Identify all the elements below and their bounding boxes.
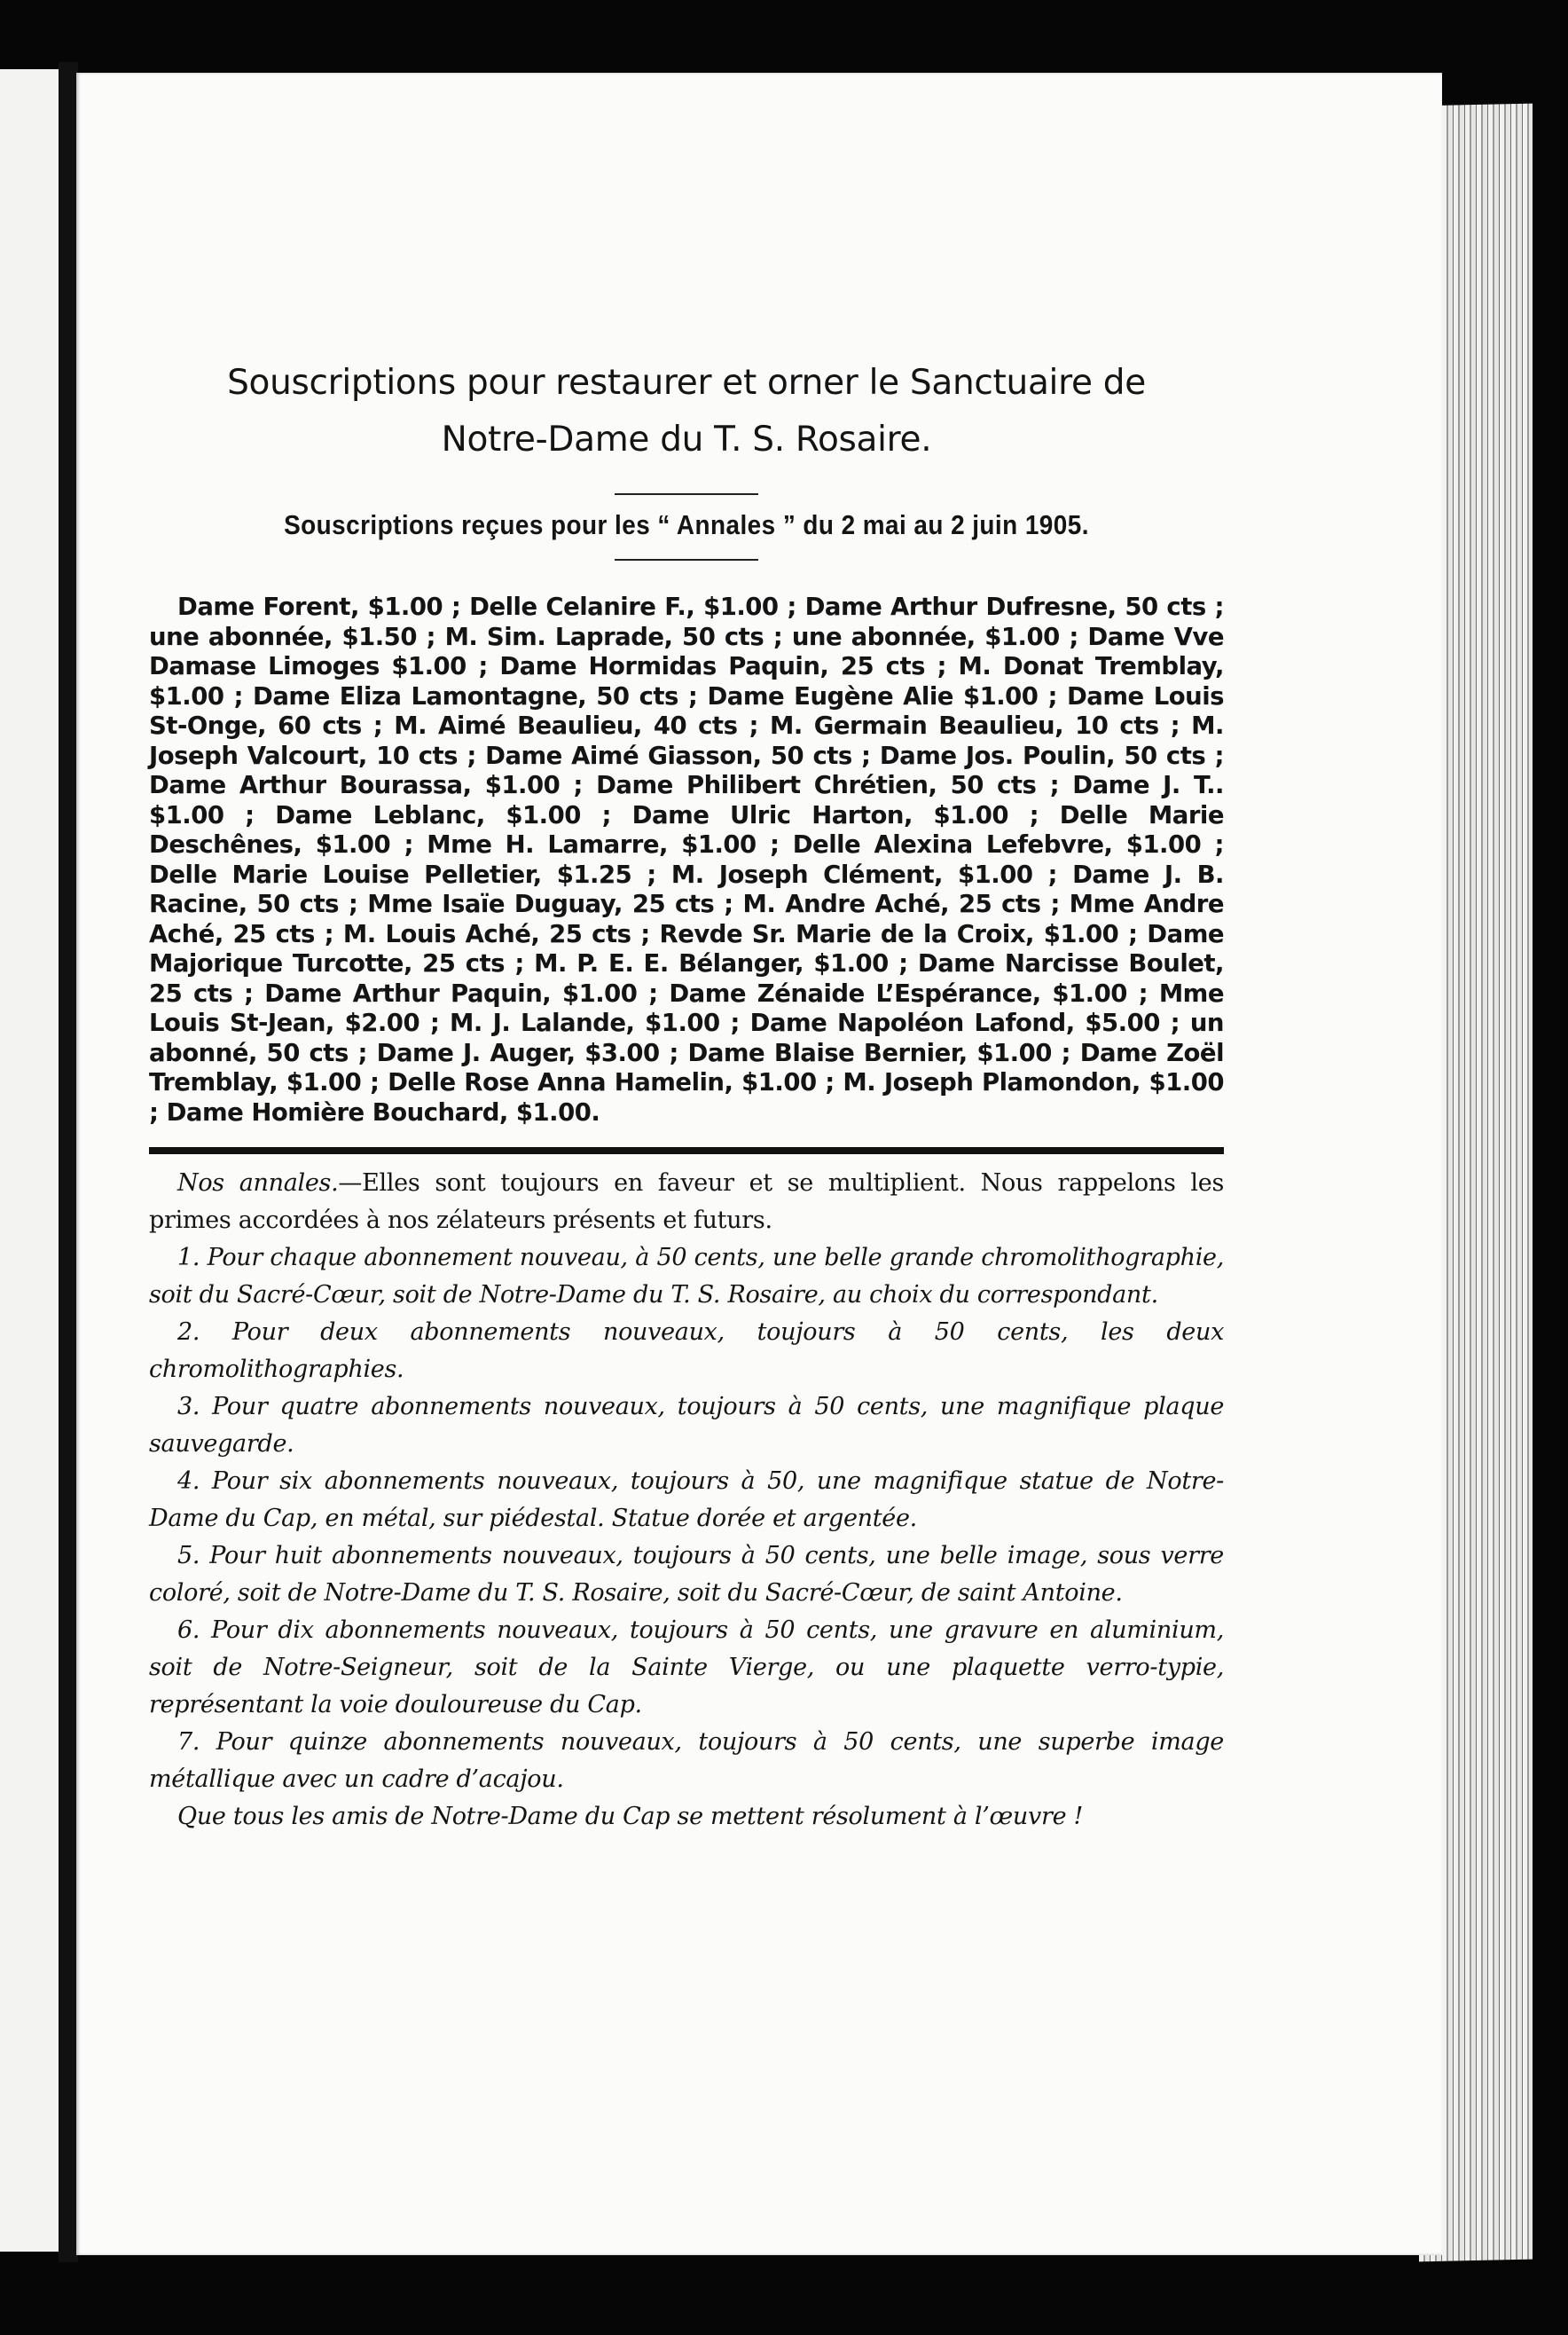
premium-item-2: 2. Pour deux abonnements nouveaux, toujours à 50 cents, les deux chromolithographies. xyxy=(149,1318,1224,1383)
section-divider xyxy=(149,1147,1224,1154)
premium-item-7: 7. Pour quinze abonnements nouveaux, toujours à 50 cents, une superbe image métallique avec un cadre d’acajou. xyxy=(149,1728,1224,1793)
book-page xyxy=(76,73,1442,2255)
annales-notice xyxy=(149,1165,1224,1836)
notice-intro-text: —Elles sont toujours en faveur et se multiplient. Nous rappelons les primes accordées à nos zélateurs présents et futurs. xyxy=(149,1169,1225,1234)
premium-list xyxy=(149,1239,1224,1798)
premium-item-5: 5. Pour huit abonnements nouveaux, toujours à 50 cents, une belle image, sous verre coloré, soit de Notre-Dame du T. S. Rosaire, soit du Sacré-Cœur, de saint Antoine. xyxy=(149,1542,1224,1607)
subtitle-divider xyxy=(615,559,758,561)
title-line-1: Souscriptions pour restaurer et orner le Sanctuaire de xyxy=(227,363,1146,403)
notice-intro xyxy=(149,1165,1224,1239)
page-content xyxy=(149,355,1224,1836)
title-line-2: Notre-Dame du T. S. Rosaire. xyxy=(441,420,932,460)
closing-exhortation: Que tous les amis de Notre-Dame du Cap se mettent résolument à l’œuvre ! xyxy=(177,1803,1084,1830)
premium-item-6: 6. Pour dix abonnements nouveaux, toujours à 50 cents, une gravure en aluminium, soit de Notre-Seigneur, soit de la Sainte Vierge, ou une plaquette verro-typie, représentant la voie douloureuse du Cap. xyxy=(149,1616,1224,1718)
premium-item-3: 3. Pour quatre abonnements nouveaux, toujours à 50 cents, une magnifique plaque sauvegarde. xyxy=(149,1393,1224,1458)
premium-item-1: 1. Pour chaque abonnement nouveau, à 50 cents, une belle grande chromolithographie, soit du Sacré-Cœur, soit de Notre-Dame du T. S. Rosaire, au choix du correspondant. xyxy=(149,1244,1224,1309)
subscriber-list: Dame Forent, $1.00 ; Delle Celanire F., $1.00 ; Dame Arthur Dufresne, 50 cts ; une abonnée, $1.50 ; M. Sim. Laprade, 50 cts ; une abonnée, $1.00 ; Dame Vve Damase Limoges $1.00 ; Dame Hormidas Paquin, 25 cts ; M. Donat Tremblay, $1.00 ; Dame Eliza Lamontagne, 50 cts ; Dame Eugène Alie $1.00 ; Dame Louis St-Onge, 60 cts ; M. Aimé Beaulieu, 40 cts ; M. Germain Beaulieu, 10 cts ; M. Joseph Valcourt, 10 cts ; Dame Aimé Giasson, 50 cts ; Dame Jos. Poulin, 50 cts ; Dame Arthur Bourassa, $1.00 ; Dame Philibert Chrétien, 50 cts ; Dame J. T.. $1.00 ; Dame Leblanc, $1.00 ; Dame Ulric Harton, $1.00 ; Delle Marie Deschênes, $1.00 ; Mme H. Lamarre, $1.00 ; Delle Alexina Lefebvre, $1.00 ; Delle Marie Louise Pelletier, $1.25 ; M. Joseph Clément, $1.00 ; Dame J. B. Racine, 50 cts ; Mme Isaïe Duguay, 25 cts ; M. Andre Aché, 25 cts ; Mme Andre Aché, 25 cts ; M. Louis Aché, 25 cts ; Revde Sr. Marie de la Croix, $1.00 ; Dame Majorique Turcotte, 25 cts ; M. P. E. E. Bélanger, $1.00 ; Dame Narcisse Boulet, 25 cts ; Dame Arthur Paquin, $1.00 ; Dame Zénaide L’Espérance, $1.00 ; Mme Louis St-Jean, $2.00 ; M. J. Lalande, $1.00 ; Dame Napoléon Lafond, $5.00 ; un abonné, 50 cts ; Dame J. Auger, $3.00 ; Dame Blaise Bernier, $1.00 ; Dame Zoël Tremblay, $1.00 ; Delle Rose Anna Hamelin, $1.00 ; M. Joseph Plamondon, $1.00 ; Dame Homière Bouchard, $1.00. xyxy=(149,593,1224,1127)
title-divider xyxy=(615,493,758,495)
left-page-edge xyxy=(0,69,59,2252)
premium-item-4: 4. Pour six abonnements nouveaux, toujours à 50, une magnifique statue de Notre-Dame du Cap, en métal, sur piédestal. Statue dorée et argentée. xyxy=(149,1467,1224,1532)
page-title xyxy=(149,355,1224,468)
notice-lead: Nos annales. xyxy=(177,1169,339,1197)
book-gutter xyxy=(59,62,78,2262)
subtitle: Souscriptions reçues pour les “ Annales ” du 2 mai au 2 juin 1905. xyxy=(284,509,1089,540)
